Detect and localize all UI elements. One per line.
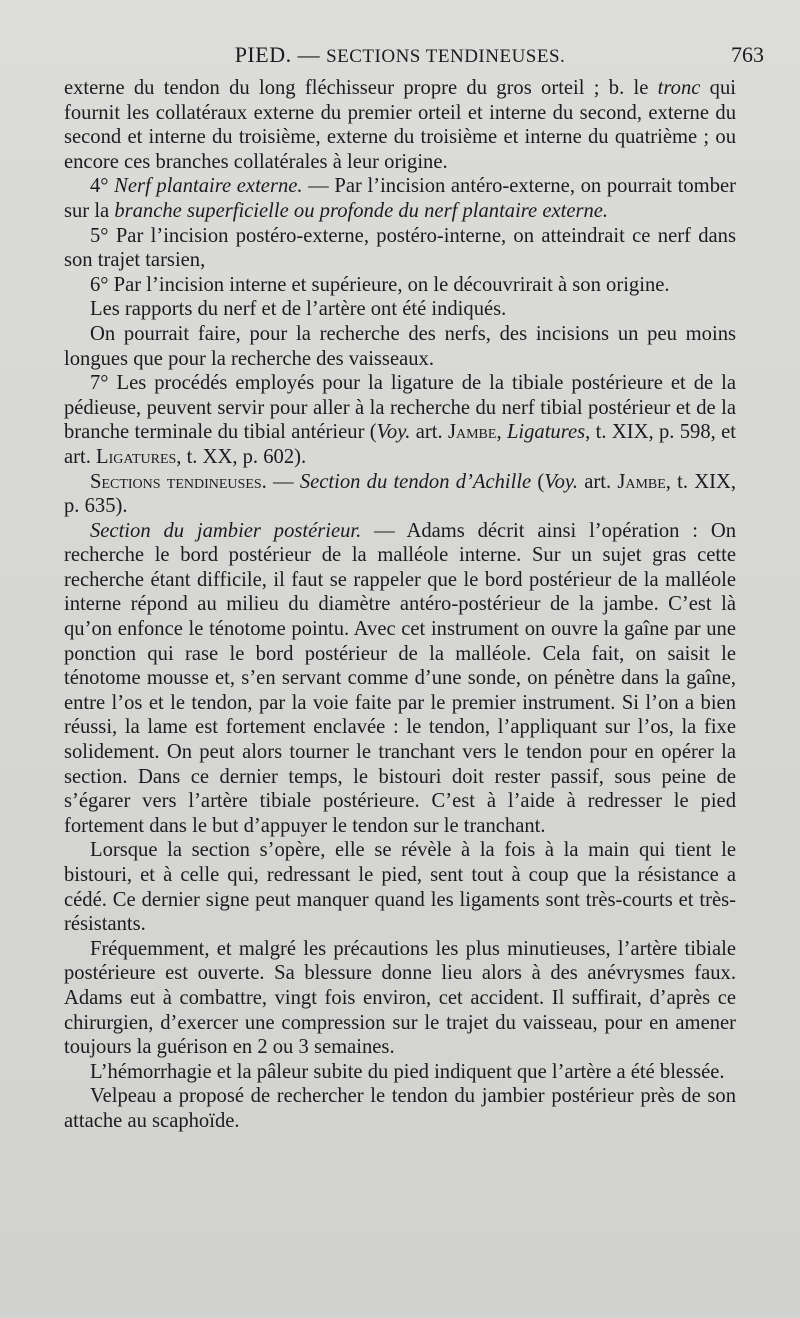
text-segment: 4° [90,175,115,198]
paragraph [64,838,736,936]
running-title-main: PIED. — [234,42,327,67]
running-title-section: SECTIONS TENDINEUSES. [326,46,566,67]
text-segment: — Adams décrit ainsi l’opération : On recherche le bord postérieur de la malléole interne. Sur un sujet gras cette recherche étant difficile, il faut se rappeler que le bord postérieur de la malléole interne répond au milieu du diamètre antéro-postérieur de la jambe. C’est là qu’on enfonce le ténotome pointu. Avec cet instrument on ouvre la gaîne par une ponction qui rase le bord postérieur de la malléole. Cela fait, on saisit le ténotome mousse et, s’en servant comme d’une sonde, on pénètre dans la gaîne, entre l’os et le tendon, par la voie faite par le premier instrument. Si l’on a bien réussi, la lame est fortement enclavée : le tendon, l’appliquant sur l’os, la fixe solidement. On peut alors tourner le tranchant vers le tendon pour en opérer la section. Dans ce dernier temps, le bistouri doit rester passif, sous peine de s’égarer vers l’artère tibiale postérieure. C’est à l’aide à redresser le pied fortement dans le but d’appuyer le tendon sur le tranchant. [64,519,736,837]
italic-text: Section du tendon d’Achille [299,470,532,493]
small-caps-text: Ligatures [96,445,177,468]
italic-text: Ligatures [506,421,586,444]
paragraph [64,1060,736,1085]
running-header [0,40,800,74]
paragraph [64,1084,736,1133]
text-segment: — [266,470,300,493]
paragraph [64,371,736,469]
text-segment: ( [531,470,545,493]
paragraph [64,297,736,322]
italic-text: branche superficielle ou profonde du nerf plantaire externe. [114,199,609,222]
paragraph [64,224,736,273]
text-segment: , t. XX, p. 602). [176,445,307,468]
small-caps-text: Jambe [617,470,666,493]
page-number: 763 [731,42,764,67]
text-segment: 7° Les procédés employés pour la ligature de la tibiale postérieure et de la pédieuse, peuvent servir pour aller à la recherche du nerf tibial postérieur et de la branche terminale du tibial antérieur ( [64,372,736,444]
paragraph [64,76,736,174]
running-title [0,42,800,68]
small-caps-text: Jambe [447,421,497,444]
paragraph [64,470,736,519]
italic-text: Nerf plantaire externe. [114,175,303,198]
italic-text: Voy. [544,470,579,493]
text-segment: , t. XIX, p. 635). [64,470,736,518]
small-caps-text: Sections tendineuses. [90,470,267,493]
text-segment: qui fournit les collatéraux externe du premier orteil et interne du second, externe du second et interne du troisième, externe du troisième et interne du quatrième ; ou encore ces branches collatérales à leur origine. [64,77,736,173]
italic-text: Section du jambier postérieur. [90,519,362,542]
paragraph [64,322,736,371]
text-segment: Velpeau a proposé de rechercher le tendon du jambier postérieur près de son attache au scaphoïde. [64,1085,736,1132]
text-segment: art. [410,421,448,444]
paragraph [64,937,736,1060]
text-segment: art. [578,470,618,493]
paragraph [64,273,736,298]
text-segment: Lorsque la section s’opère, elle se révèle à la fois à la main qui tient le bistouri, et à celle qui, redressant le pied, sent tout à coup que la résistance a cédé. Ce dernier signe peut manquer quand les ligaments sont très-courts et très-résistants. [64,839,736,936]
text-segment: On pourrait faire, pour la recherche des nerfs, des incisions un peu moins longues que pour la recherche des vaisseaux. [64,322,736,370]
italic-text: Voy. [376,421,411,444]
text-segment: — Par l’incision antéro-externe, on pourrait tomber sur la [64,175,736,222]
text-segment: Les rapports du nerf et de l’artère ont été indiqués. [90,298,507,321]
text-segment: 6° Par l’incision interne et supérieure, on le découvrirait à son origine. [90,273,670,296]
text-segment: , t. XIX, p. 598, et art. [64,421,737,468]
text-segment: L’hémorrhagie et la pâleur subite du pied indiquent que l’artère a été blessée. [90,1060,725,1083]
paragraph [64,174,736,223]
text-segment: 5° Par l’incision postéro-externe, postéro-interne, on atteindrait ce nerf dans son trajet tarsien, [64,224,736,272]
italic-text: tronc [657,77,701,99]
text-segment: externe du tendon du long fléchisseur propre du gros orteil ; b. le [64,77,658,99]
paragraph [64,519,736,839]
text-segment: , [496,421,507,444]
text-segment: Fréquemment, et malgré les précautions les plus minutieuses, l’artère tibiale postérieure est ouverte. Sa blessure donne lieu alors à des anévrysmes faux. Adams eut à combattre, vingt fois environ, cet accident. Il suffirait, d’après ce chirurgien, d’exercer une compression sur le trajet du vaisseau, pour en amener toujours la guérison en 2 ou 3 semaines. [64,937,736,1059]
body-text [64,76,736,1134]
